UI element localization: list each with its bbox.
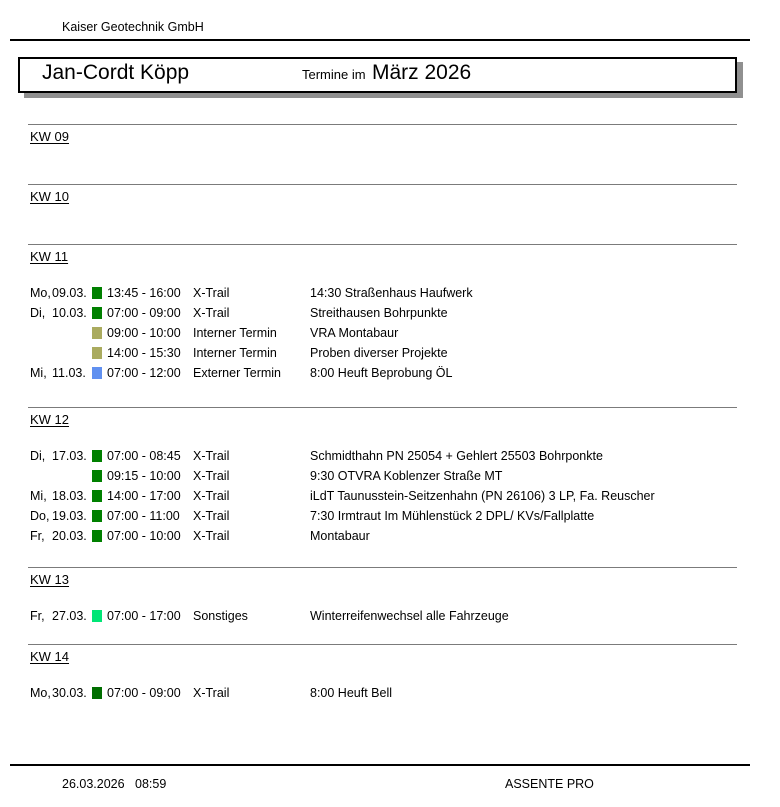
category-color-icon	[92, 470, 102, 482]
appointment-description: Montabaur	[310, 529, 370, 543]
week-label: KW 13	[30, 572, 70, 587]
appointment-description: 8:00 Heuft Beprobung ÖL	[310, 366, 453, 380]
appointment-row	[30, 526, 780, 546]
week-section	[0, 244, 780, 383]
appointment-day: Do,	[30, 509, 50, 523]
print-time: 08:59	[135, 777, 167, 791]
category-color-icon	[92, 347, 102, 359]
appointment-date: 19.03.	[52, 509, 87, 523]
appointment-date: 27.03.	[52, 609, 87, 623]
appointment-time: 13:45 - 16:00	[107, 286, 181, 300]
appointment-time: 07:00 - 09:00	[107, 306, 181, 320]
appointment-day: Fr,	[30, 529, 45, 543]
header-divider	[10, 39, 750, 41]
appointment-day: Di,	[30, 449, 46, 463]
category-color-icon	[92, 610, 102, 622]
appointment-category: X-Trail	[193, 449, 230, 463]
report-title-box	[18, 57, 737, 93]
category-color-icon	[92, 490, 102, 502]
appointment-date: 09.03.	[52, 286, 87, 300]
appointment-category: Sonstiges	[193, 609, 248, 623]
appointment-time: 09:15 - 10:00	[107, 469, 181, 483]
appointment-row	[30, 466, 780, 486]
appointment-time: 07:00 - 11:00	[107, 509, 180, 523]
appointment-description: Schmidthahn PN 25054 + Gehlert 25503 Bohrponkte	[310, 449, 603, 463]
application-name: ASSENTE PRO	[505, 777, 594, 791]
appointment-category: Externer Termin	[193, 366, 281, 380]
appointment-description: 7:30 Irmtraut Im Mühlenstück 2 DPL/ KVs/Fallplatte	[310, 509, 595, 523]
appointment-date: 20.03.	[52, 529, 87, 543]
category-color-icon	[92, 450, 102, 462]
report-title-prefix: Termine im	[302, 67, 366, 82]
appointment-time: 07:00 - 12:00	[107, 366, 181, 380]
appointment-row	[30, 323, 780, 343]
appointment-category: X-Trail	[193, 686, 230, 700]
appointment-category: X-Trail	[193, 489, 230, 503]
appointment-date: 11.03.	[52, 366, 86, 380]
appointment-category: Interner Termin	[193, 326, 277, 340]
appointment-day: Mi,	[30, 489, 47, 503]
section-divider	[28, 644, 737, 645]
section-divider	[28, 124, 737, 125]
appointment-day: Di,	[30, 306, 46, 320]
appointment-row	[30, 283, 780, 303]
section-divider	[28, 184, 737, 185]
appointment-date: 18.03.	[52, 489, 87, 503]
appointment-list	[0, 683, 780, 703]
week-section	[0, 184, 780, 204]
appointment-category: Interner Termin	[193, 346, 277, 360]
appointment-category: X-Trail	[193, 306, 230, 320]
appointment-description: Winterreifenwechsel alle Fahrzeuge	[310, 609, 509, 623]
appointment-category: X-Trail	[193, 286, 230, 300]
week-label: KW 12	[30, 412, 70, 427]
category-color-icon	[92, 307, 102, 319]
appointment-category: X-Trail	[193, 529, 230, 543]
week-label: KW 10	[30, 189, 70, 204]
appointment-row	[30, 486, 780, 506]
appointment-category: X-Trail	[193, 509, 230, 523]
appointment-date: 10.03.	[52, 306, 87, 320]
appointment-row	[30, 506, 780, 526]
category-color-icon	[92, 530, 102, 542]
appointment-description: 8:00 Heuft Bell	[310, 686, 392, 700]
appointment-day: Fr,	[30, 609, 45, 623]
appointment-description: iLdT Taunusstein-Seitzenhahn (PN 26106) 3 LP, Fa. Reuscher	[310, 489, 655, 503]
appointment-list	[0, 606, 780, 626]
appointment-time: 14:00 - 15:30	[107, 346, 181, 360]
week-label: KW 14	[30, 649, 70, 664]
appointment-row	[30, 606, 780, 626]
appointment-day: Mo,	[30, 286, 51, 300]
week-section	[0, 644, 780, 703]
category-color-icon	[92, 287, 102, 299]
appointment-row	[30, 363, 780, 383]
week-section	[0, 407, 780, 546]
appointment-time: 07:00 - 10:00	[107, 529, 181, 543]
week-section	[0, 567, 780, 626]
appointment-time: 14:00 - 17:00	[107, 489, 181, 503]
appointment-time: 07:00 - 17:00	[107, 609, 181, 623]
section-divider	[28, 407, 737, 408]
appointment-time: 09:00 - 10:00	[107, 326, 181, 340]
footer-divider	[10, 764, 750, 766]
appointment-description: VRA Montabaur	[310, 326, 399, 340]
section-divider	[28, 244, 737, 245]
appointment-time: 07:00 - 09:00	[107, 686, 181, 700]
report-month: März 2026	[372, 61, 472, 84]
week-label: KW 11	[30, 249, 69, 264]
appointment-description: Streithausen Bohrpunkte	[310, 306, 448, 320]
appointment-row	[30, 303, 780, 323]
appointment-date: 17.03.	[52, 449, 87, 463]
appointment-day: Mi,	[30, 366, 47, 380]
appointment-description: 14:30 Straßenhaus Haufwerk	[310, 286, 473, 300]
appointment-row	[30, 446, 780, 466]
appointment-row	[30, 683, 780, 703]
appointment-list	[0, 283, 780, 383]
appointment-description: 9:30 OTVRA Koblenzer Straße MT	[310, 469, 503, 483]
appointment-list	[0, 446, 780, 546]
appointment-row	[30, 343, 780, 363]
company-name: Kaiser Geotechnik GmbH	[62, 20, 204, 34]
appointment-date: 30.03.	[52, 686, 87, 700]
section-divider	[28, 567, 737, 568]
appointment-category: X-Trail	[193, 469, 230, 483]
print-date: 26.03.2026	[62, 777, 125, 791]
category-color-icon	[92, 510, 102, 522]
appointment-description: Proben diverser Projekte	[310, 346, 448, 360]
week-label: KW 09	[30, 129, 70, 144]
person-name: Jan-Cordt Köpp	[42, 61, 190, 84]
category-color-icon	[92, 367, 102, 379]
category-color-icon	[92, 687, 102, 699]
appointment-time: 07:00 - 08:45	[107, 449, 181, 463]
week-sections	[0, 124, 780, 703]
appointment-day: Mo,	[30, 686, 51, 700]
week-section	[0, 124, 780, 144]
category-color-icon	[92, 327, 102, 339]
